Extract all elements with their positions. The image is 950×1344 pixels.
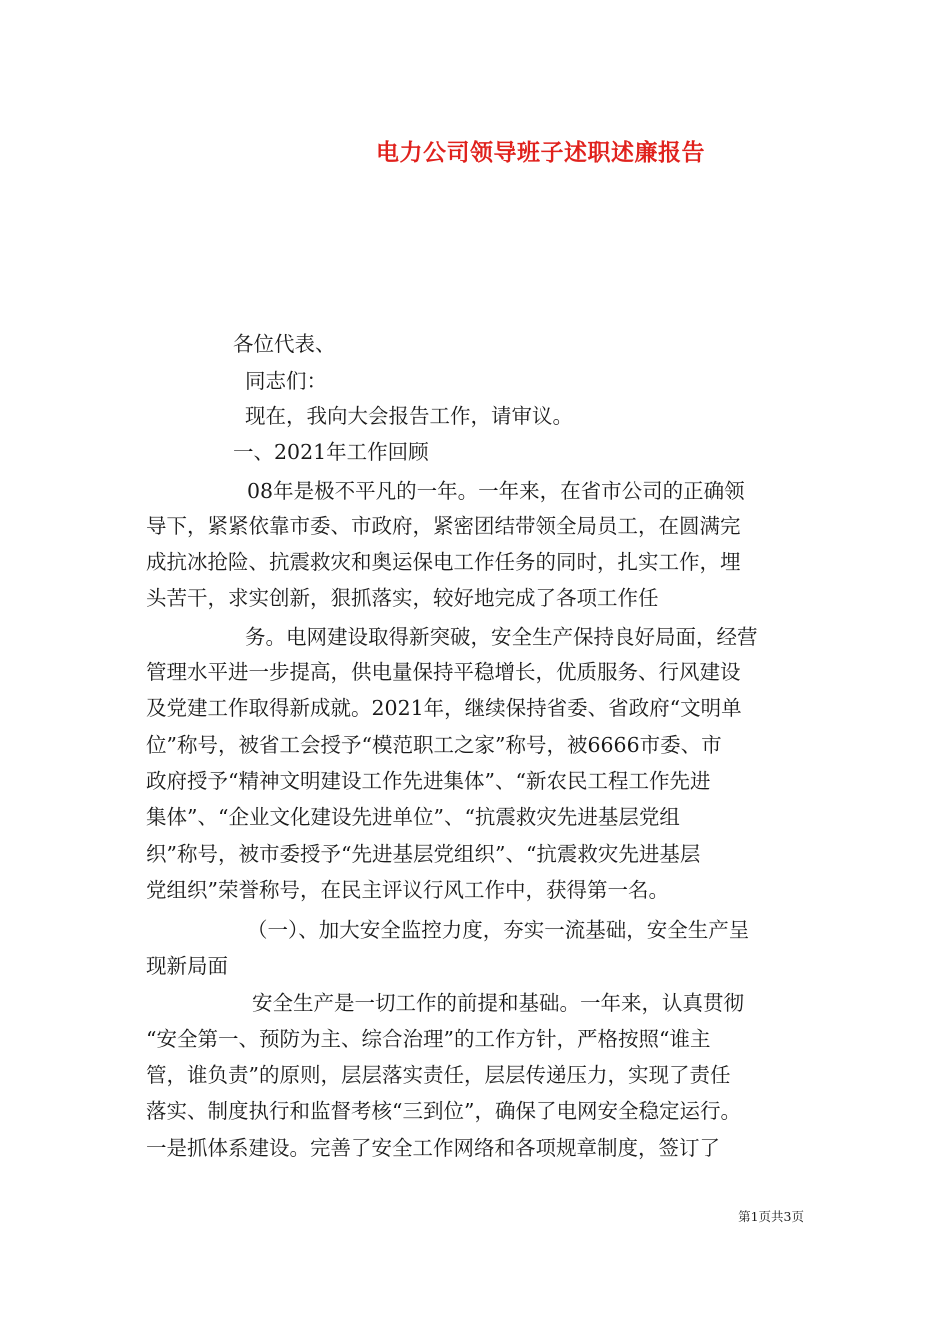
text-line: （一）、加大安全监控力度，夯实一流基础，安全生产呈 xyxy=(247,918,750,942)
text-line: 管理水平进一步提高，供电量保持平稳增长，优质服务、行风建设 xyxy=(146,660,741,684)
text-line: 头苦干，求实创新，狠抓落实，较好地完成了各项工作任 xyxy=(146,586,659,610)
text-line: 党组织”荣誉称号，在民主评议行风工作中，获得第一名。 xyxy=(146,878,669,902)
document-title: 电力公司领导班子述职述廉报告 xyxy=(376,139,705,166)
text-line: 现在，我向大会报告工作，请审议。 xyxy=(245,404,573,428)
text-line: 位”称号，被省工会授予“模范职工之家”称号，被6666市委、市 xyxy=(146,733,722,757)
text-line: 一是抓体系建设。完善了安全工作网络和各项规章制度，签订了 xyxy=(146,1136,720,1160)
page-number: 第1页共3页 xyxy=(738,1209,804,1224)
text-line: 落实、制度执行和监督考核“三到位”，确保了电网安全稳定运行。 xyxy=(146,1099,741,1123)
text-line: 同志们： xyxy=(245,369,327,393)
text-line: 务。电网建设取得新突破，安全生产保持良好局面，经营 xyxy=(245,625,758,649)
text-line: 政府授予“精神文明建设工作先进集体”、“新农民工程工作先进 xyxy=(146,769,711,793)
text-line: 安全生产是一切工作的前提和基础。一年来，认真贯彻 xyxy=(252,991,744,1015)
text-line: 集体”、“企业文化建设先进单位”、“抗震救灾先进基层党组 xyxy=(146,805,680,829)
text-line: 一、2021年工作回顾 xyxy=(233,440,429,464)
text-line: 及党建工作取得新成就。2021年，继续保持省委、省政府“文明单 xyxy=(146,696,742,720)
text-line: 各位代表、 xyxy=(233,332,336,356)
text-line: 导下，紧紧依靠市委、市政府，紧密团结带领全局员工，在圆满完 xyxy=(146,514,741,538)
text-line: 织”称号，被市委授予“先进基层党组织”、“抗震救灾先进基层 xyxy=(146,842,701,866)
text-line: 现新局面 xyxy=(146,954,228,978)
text-line: 08年是极不平凡的一年。一年来，在省市公司的正确领 xyxy=(247,479,745,503)
text-line: “安全第一、预防为主、综合治理”的工作方针，严格按照“谁主 xyxy=(146,1027,711,1051)
text-line: 成抗冰抢险、抗震救灾和奥运保电工作任务的同时，扎实工作，埋 xyxy=(146,550,741,574)
text-line: 管，谁负责”的原则，层层落实责任，层层传递压力，实现了责任 xyxy=(146,1063,731,1087)
